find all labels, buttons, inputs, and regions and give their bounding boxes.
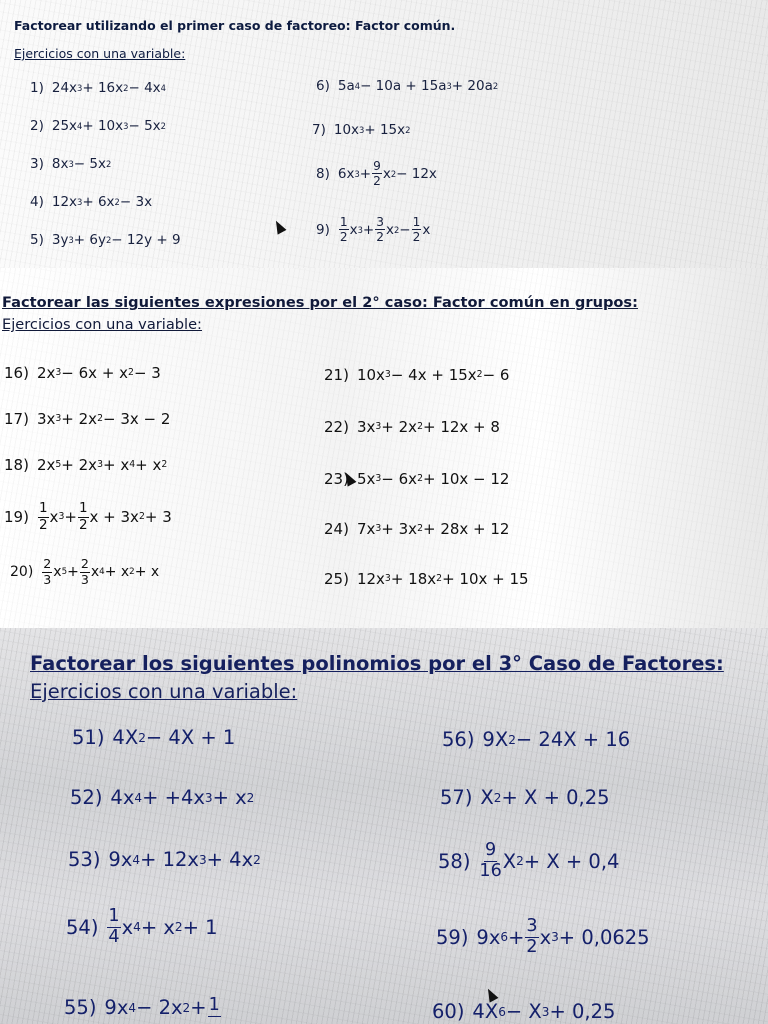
section3-subtitle: Ejercicios con una variable: xyxy=(30,680,298,703)
exercise-16: 16) 2x 3 − 6x + x 2 − 3 xyxy=(4,364,161,382)
exercise-58: 58) 9 16 X 2 + X + 0,4 xyxy=(438,840,620,881)
fraction: 1 4 xyxy=(108,906,120,947)
section3-title: Factorear los siguientes polinomios por el 3° Caso de Factores: xyxy=(30,652,724,675)
exercise-6: 6) 5a 4 − 10a + 15a 3 + 20a 2 xyxy=(316,78,499,94)
exercise-56: 56) 9X 2 − 24X + 16 xyxy=(442,728,631,751)
fraction: 9 16 xyxy=(479,840,502,881)
fraction: $\frac{1}{2}$ xyxy=(78,500,88,533)
exercise-24: 24) 7x 3 + 3x 2 + 28x + 12 xyxy=(324,520,510,538)
exercise-22: 22) 3x 3 + 2x 2 + 12x + 8 xyxy=(324,418,500,436)
exercise-53: 53) 9x 4 + 12x 3 + 4x 2 xyxy=(68,848,261,871)
exercise-18: 18) 2x 5 + 2x 3 + x 4 + x 2 xyxy=(4,456,168,474)
exercise-1: 1) 24x 3 + 16x 2 − 4x 4 xyxy=(30,80,166,96)
exercise-21: 21) 10x 3 − 4x + 15x 2 − 6 xyxy=(324,366,510,384)
exercise-7: 7) 10x 3 + 15x 2 xyxy=(312,122,411,138)
exercise-4: 4) 12x 3 + 6x 2 − 3x xyxy=(30,194,153,210)
exercise-25: 25) 12x 3 + 18x 2 + 10x + 15 xyxy=(324,570,529,588)
exercise-59: 59) 9x 6 + $\frac{3}{2}$ x 3 + 0,0625 xyxy=(436,916,650,957)
fraction: $\frac{2}{3}$ xyxy=(80,556,89,587)
section2-title: Factorear las siguientes expresiones por el 2° caso: Factor común en grupos: xyxy=(2,294,638,311)
fraction: $\frac{3}{2}$ xyxy=(376,215,384,245)
exercise-55: 55) 9x 4 − 2x 2 + 1 xyxy=(64,995,220,1019)
fraction: 2 3 xyxy=(43,556,52,587)
exercise-9: 9) 1 2 x 3 + $\frac{3}{2}$ x 2 − $\frac{1}{2}$ x xyxy=(316,215,431,245)
section-factor-comun-grupos xyxy=(0,268,768,628)
exercise-3: 3) 8x 3 − 5x 2 xyxy=(30,156,112,172)
exercise-51: 51) 4X 2 − 4X + 1 xyxy=(72,726,236,749)
exercise-54: 54) 1 4 x 4 + x 2 + 1 xyxy=(66,906,218,947)
exercise-2: 2) 25x 4 + 10x 3 − 5x 2 xyxy=(30,118,166,134)
section-factor-comun xyxy=(0,0,768,268)
mouse-pointer-icon xyxy=(272,218,287,234)
section-tercer-caso xyxy=(0,628,768,1024)
fraction: 1 xyxy=(208,995,220,1016)
exercise-23: 23) 5x 3 − 6x 2 + 10x − 12 xyxy=(324,470,510,488)
exercise-8: 8) 6x 3 + $\frac{9}{2}$ x 2 − 12x xyxy=(316,159,437,189)
section2-subtitle: Ejercicios con una variable: xyxy=(2,316,202,333)
fraction: $\frac{3}{2}$ xyxy=(526,916,538,957)
fraction: $\frac{1}{2}$ xyxy=(412,215,421,245)
exercise-17: 17) 3x 3 + 2x 2 − 3x − 2 xyxy=(4,410,171,428)
exercise-19: 19) 1 2 x 3 + $\frac{1}{2}$ x + 3x 2 + 3 xyxy=(4,500,172,533)
fraction: 1 2 xyxy=(339,215,348,245)
exercise-57: 57) X 2 + X + 0,25 xyxy=(440,786,610,809)
exercise-20: 20) 2 3 x 5 + $\frac{2}{3}$ x 4 + x 2 + x xyxy=(10,556,160,587)
fraction: $\frac{9}{2}$ xyxy=(373,159,381,189)
exercise-52: 52) 4x 4 + +4x 3 + x 2 xyxy=(70,786,255,809)
section1-subtitle: Ejercicios con una variable: xyxy=(14,46,186,61)
exercise-60: 60) 4X 6 − X 3 + 0,25 xyxy=(432,1000,616,1023)
exercise-5: 5) 3y 3 + 6y 2 − 12y + 9 xyxy=(30,232,181,248)
fraction: 1 2 xyxy=(38,500,48,533)
section1-title: Factorear utilizando el primer caso de factoreo: Factor común. xyxy=(14,18,456,33)
